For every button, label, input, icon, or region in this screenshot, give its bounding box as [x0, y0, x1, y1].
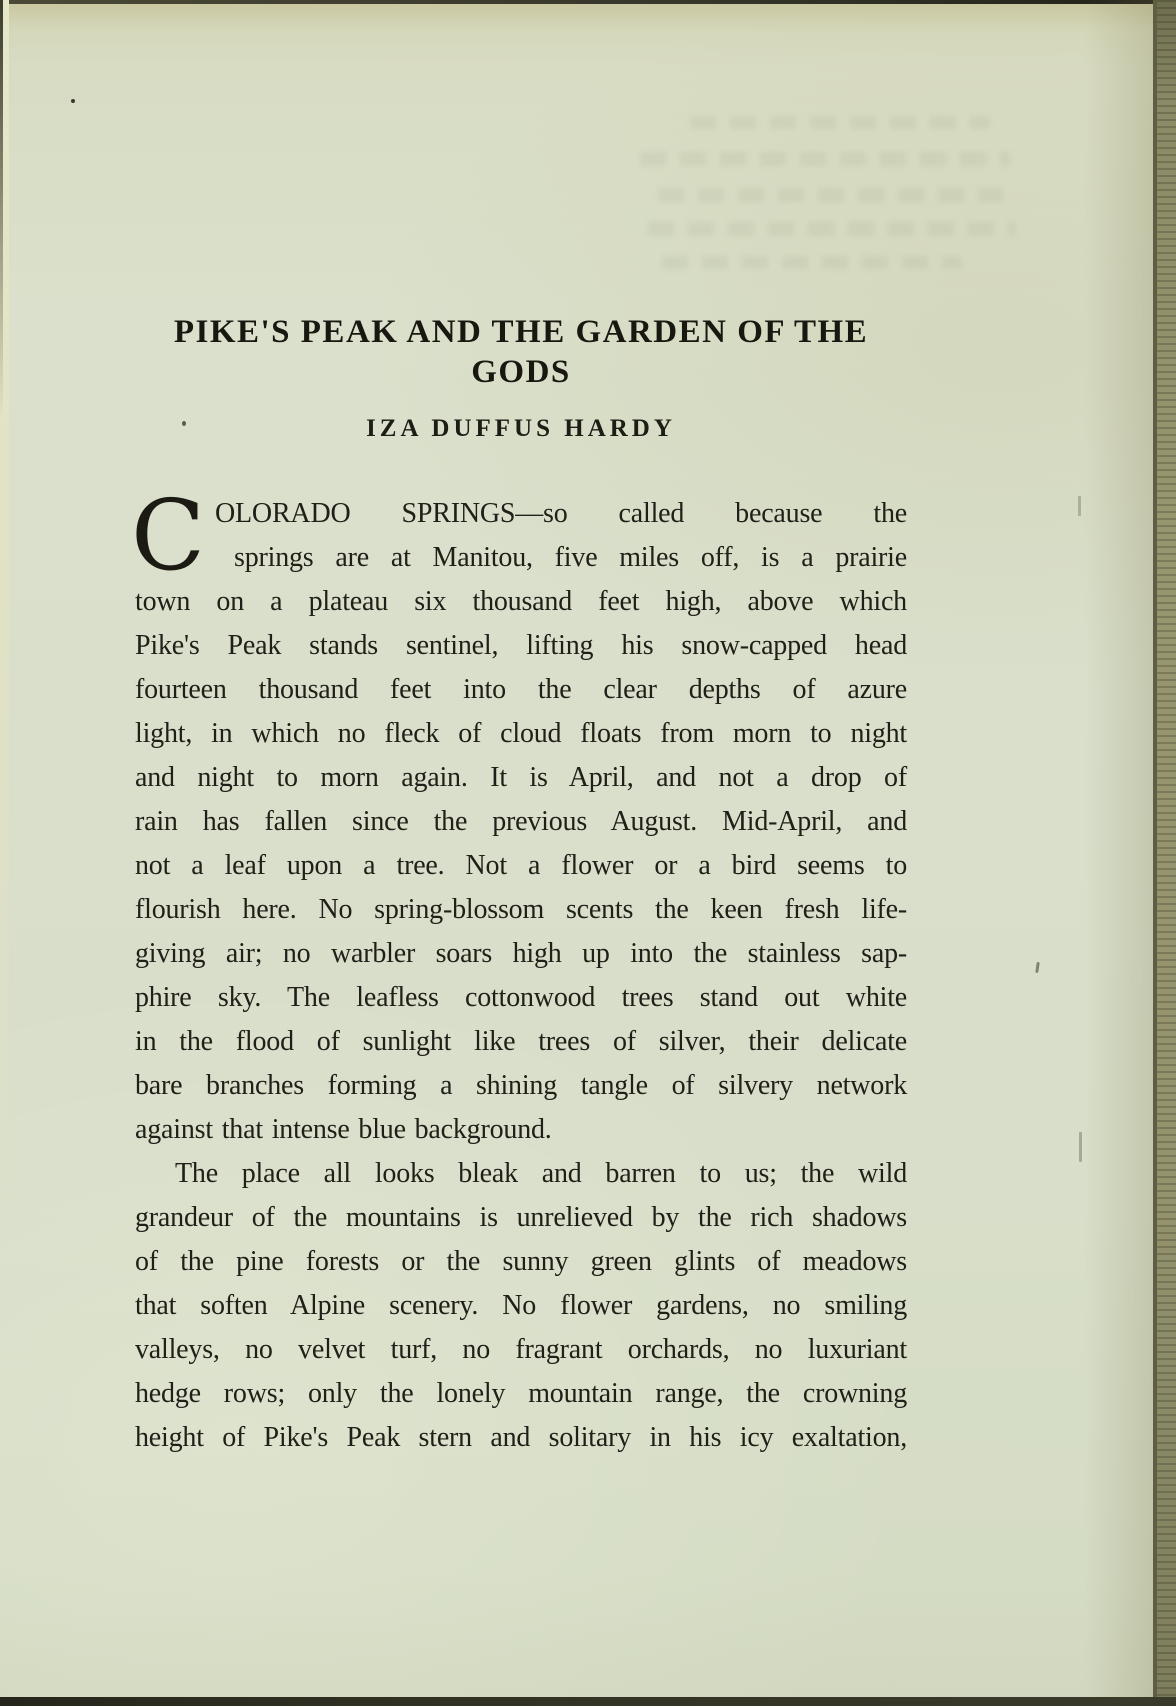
margin-mark [1078, 496, 1081, 516]
paragraph-2 [135, 1152, 907, 1460]
show-through-text [640, 152, 1010, 166]
author-byline: IZA DUFFUS HARDY [366, 415, 676, 442]
text-line: against that intense blue background. [135, 1114, 552, 1145]
text-line: giving air; no warbler soars high up into the stainless sap- [135, 938, 907, 969]
text-line: fourteen thousand feet into the clear depths of azure [135, 674, 907, 705]
margin-mark [1035, 962, 1040, 973]
text-line: hedge rows; only the lonely mountain range, the crowning [135, 1378, 907, 1409]
page-left-edge-line [0, 0, 3, 420]
page-content [131, 312, 907, 1460]
text-line: not a leaf upon a tree. Not a flower or a bird seems to [135, 850, 907, 881]
text-line: bare branches forming a shining tangle of silvery network [135, 1070, 907, 1101]
book-page-edges-right [1157, 0, 1176, 1706]
show-through-text [648, 222, 1016, 236]
text-line: phire sky. The leafless cottonwood trees stand out white [135, 982, 907, 1013]
text-line: rain has fallen since the previous August. Mid-April, and [135, 806, 907, 837]
paper-speck [71, 99, 75, 103]
page-bottom-edge [0, 1697, 1176, 1706]
text-line: height of Pike's Peak stern and solitary in his icy exaltation, [135, 1422, 907, 1453]
text-line: and night to morn again. It is April, and not a drop of [135, 762, 907, 793]
text-line: of the pine forests or the sunny green glints of meadows [135, 1246, 907, 1277]
right-page-shadow [1084, 0, 1154, 1706]
text-line: grandeur of the mountains is unrelieved by the rich shadows [135, 1202, 907, 1233]
text-line: Pike's Peak stands sentinel, lifting his snow-capped head [135, 630, 907, 661]
text-line: town on a plateau six thousand feet high, above which [135, 586, 907, 617]
text-line: that soften Alpine scenery. No flower gardens, no smiling [135, 1290, 907, 1321]
text-line: springs are at Manitou, five miles off, is a prairie [234, 542, 907, 573]
page-title: PIKE'S PEAK AND THE GARDEN OF THE GODS [173, 314, 869, 390]
text-line: in the flood of sunlight like trees of silver, their delicate [135, 1026, 907, 1057]
text-line: OLORADO SPRINGS—so called because the [215, 498, 907, 529]
show-through-text [658, 188, 1003, 202]
margin-mark [1079, 1132, 1082, 1162]
page-top-tint [0, 4, 1176, 30]
drop-cap: C [131, 479, 206, 592]
text-line: The place all looks bleak and barren to us; the wild [175, 1158, 907, 1189]
show-through-text [662, 256, 962, 269]
show-through-text [690, 116, 990, 129]
text-line: flourish here. No spring-blossom scents the keen fresh life- [135, 894, 907, 925]
text-line: light, in which no fleck of cloud floats from morn to night [135, 718, 907, 749]
text-line: valleys, no velvet turf, no fragrant orchards, no luxuriant [135, 1334, 907, 1365]
paragraph-1 [131, 479, 907, 1152]
